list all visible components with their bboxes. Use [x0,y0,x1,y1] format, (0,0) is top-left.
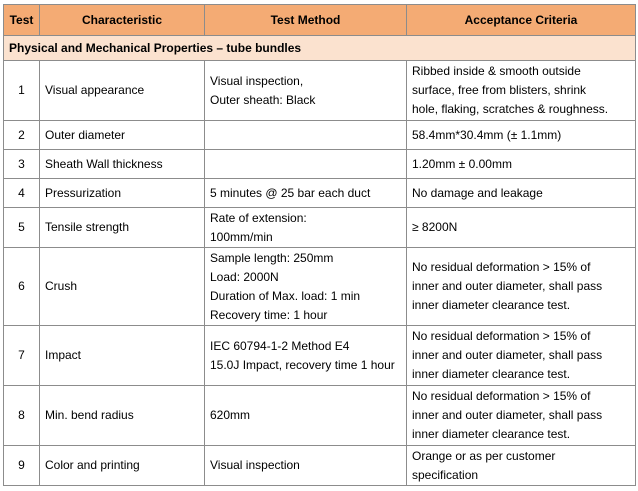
test-number: 5 [4,208,40,248]
test-method-line: Visual inspection, [210,73,304,88]
acceptance-criteria-line: inner diameter clearance test. [412,367,571,381]
characteristic-cell: Min. bend radius [40,386,205,446]
acceptance-criteria-line: No residual deformation > 15% of [412,389,591,403]
test-method-line: IEC 60794-1-2 Method E4 [210,338,350,353]
acceptance-criteria-line: surface, free from blisters, shrink [412,83,587,97]
test-number: 7 [4,326,40,386]
acceptance-criteria-line: Orange or as per customer [412,448,556,463]
characteristic-cell: Crush [40,248,205,326]
test-method-cell [205,121,407,150]
section-row [4,36,636,61]
acceptance-criteria-line: hole, flaking, scratches & roughness. [412,102,609,116]
test-number: 9 [4,446,40,486]
test-method-line: 620mm [210,408,251,422]
test-method-line: Outer sheath: Black [210,92,316,107]
table-row [4,386,636,446]
acceptance-criteria-line: No residual deformation > 15% of [412,329,591,343]
test-number: 8 [4,386,40,446]
acceptance-criteria-line: No residual deformation > 15% of [412,260,591,274]
acceptance-criteria-cell [407,248,636,326]
test-number: 3 [4,150,40,179]
acceptance-criteria-cell [407,386,636,446]
acceptance-criteria-line: inner and outer diameter, shall pass [412,279,603,293]
test-method-cell [205,326,407,386]
characteristic-cell: Pressurization [40,179,205,208]
test-method-line: 15.0J Impact, recovery time 1 hour [210,357,395,372]
test-method-line: 100mm/min [210,229,273,244]
characteristic-cell: Visual appearance [40,61,205,121]
table-row [4,121,636,150]
characteristic-cell: Sheath Wall thickness [40,150,205,179]
acceptance-criteria-line: inner diameter clearance test. [412,298,571,312]
header-test: Test [4,5,40,36]
test-method-cell [205,208,407,248]
test-method-cell [205,248,407,326]
test-number: 4 [4,179,40,208]
table-row [4,179,636,208]
test-method-line: Sample length: 250mm [210,250,334,265]
acceptance-criteria-line: ≥ 8200N [412,220,458,234]
table-row [4,248,636,326]
acceptance-criteria-cell [407,208,636,248]
table-row [4,150,636,179]
table-row [4,326,636,386]
header-acceptance-criteria: Acceptance Criteria [407,5,636,36]
acceptance-criteria-cell [407,446,636,486]
acceptance-criteria-cell [407,61,636,121]
acceptance-criteria-line: 58.4mm*30.4mm (± 1.1mm) [412,127,562,142]
acceptance-criteria-line: specification [412,467,479,482]
acceptance-criteria-line: Ribbed inside & smooth outside [412,64,581,78]
test-method-cell [205,446,407,486]
acceptance-criteria-line: inner diameter clearance test. [412,427,571,441]
acceptance-criteria-line: inner and outer diameter, shall pass [412,348,603,362]
acceptance-criteria-cell [407,150,636,179]
test-number: 1 [4,61,40,121]
table-row [4,61,636,121]
test-method-line: Visual inspection [210,458,300,472]
test-method-cell [205,150,407,179]
acceptance-criteria-cell [407,121,636,150]
test-number: 6 [4,248,40,326]
header-test-method: Test Method [205,5,407,36]
characteristic-cell: Impact [40,326,205,386]
test-method-cell [205,386,407,446]
acceptance-criteria-cell [407,179,636,208]
characteristic-cell: Outer diameter [40,121,205,150]
acceptance-criteria-cell [407,326,636,386]
characteristic-cell: Tensile strength [40,208,205,248]
test-method-cell [205,179,407,208]
table-row [4,208,636,248]
header-row [4,5,636,36]
table-row [4,446,636,486]
acceptance-criteria-line: inner and outer diameter, shall pass [412,408,603,422]
section-title: Physical and Mechanical Properties – tube bundles [4,36,636,61]
specification-table [3,4,636,486]
test-method-line: Load: 2000N [210,269,279,284]
test-number: 2 [4,121,40,150]
test-method-line: Duration of Max. load: 1 min [210,288,361,303]
acceptance-criteria-line: No damage and leakage [412,185,543,200]
test-method-line: 5 minutes @ 25 bar each duct [210,185,371,200]
header-characteristic: Characteristic [40,5,205,36]
test-method-cell [205,61,407,121]
characteristic-cell: Color and printing [40,446,205,486]
test-method-line: Rate of extension: [210,210,307,225]
test-method-line: Recovery time: 1 hour [210,307,328,322]
acceptance-criteria-line: 1.20mm ± 0.00mm [412,156,512,171]
